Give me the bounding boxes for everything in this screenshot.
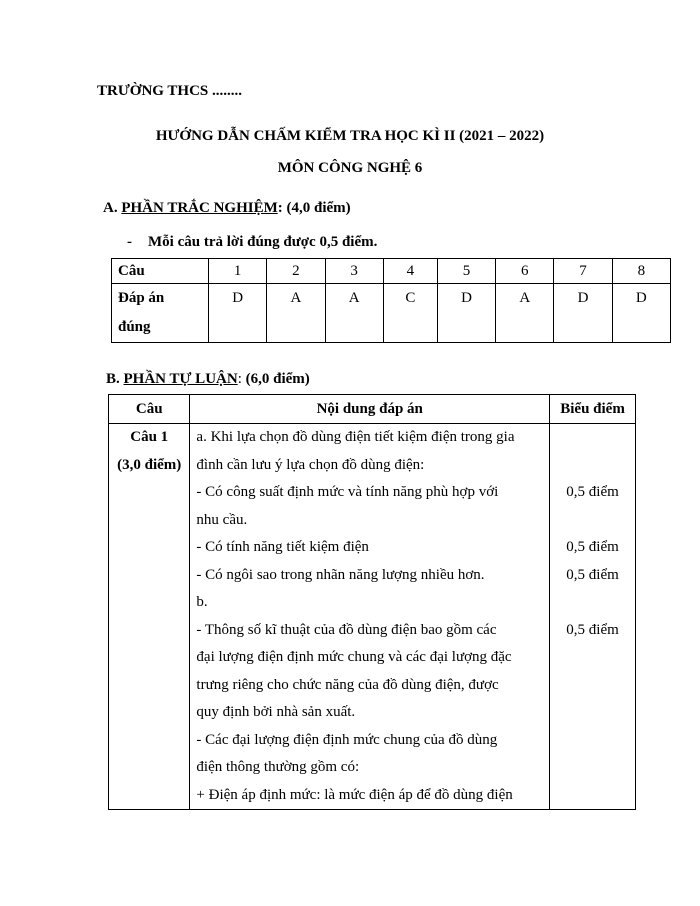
answer-value: A — [325, 284, 383, 343]
answer-table-row-answers — [112, 284, 671, 343]
score-line: 0,5 điểm — [566, 621, 619, 638]
answer-content-line: - Có ngôi sao trong nhãn năng lượng nhiều hơn. — [196, 566, 485, 583]
answer-content-line: - Có tính năng tiết kiệm điện — [196, 539, 369, 555]
question-number: 4 — [383, 259, 437, 284]
header-content: Nội dung đáp án — [190, 395, 550, 424]
answer-content-line: - Thông số kĩ thuật của đồ dùng điện bao gồm các — [196, 621, 497, 638]
section-b-heading — [106, 371, 310, 388]
bullet-text: Mỗi câu trả lời đúng được 0,5 điểm. — [148, 234, 378, 250]
answer-content-line: đình cần lưu ý lựa chọn đồ dùng điện: — [196, 456, 425, 473]
score-line: 0,5 điểm — [566, 566, 619, 583]
answer-content-line: trưng riêng cho chức năng của đồ dùng điện, được — [196, 676, 499, 693]
section-a-points: : (4,0 điểm) — [277, 200, 351, 216]
doc-subtitle: MÔN CÔNG NGHỆ 6 — [277, 160, 423, 176]
answer-content-line: điện thông thường gồm có: — [196, 759, 360, 775]
header-question: Câu — [109, 395, 190, 424]
score-line — [550, 589, 635, 617]
essay-row-question-1 — [109, 424, 636, 810]
answer-value: D — [209, 284, 267, 343]
answer-value: D — [437, 284, 495, 343]
score-line — [550, 424, 635, 452]
essay-table — [108, 394, 636, 810]
section-b-points: (6,0 điểm) — [241, 371, 310, 387]
score-line: 0,5 điểm — [566, 484, 619, 500]
scoring-note — [127, 234, 377, 251]
section-a-heading — [103, 200, 351, 217]
school-name: TRƯỜNG THCS ........ — [97, 83, 243, 99]
answer-content-line: nhu cầu. — [196, 511, 248, 528]
question-number: 7 — [554, 259, 612, 284]
essay-table-header — [109, 395, 636, 424]
section-a-title: PHẦN TRẮC NGHIỆM — [121, 200, 278, 216]
header-score: Biểu điểm — [550, 395, 636, 424]
answer-table-row-numbers — [112, 259, 671, 284]
score-line — [550, 644, 635, 672]
score-line — [550, 452, 635, 480]
answer-value: A — [496, 284, 554, 343]
doc-title: HƯỚNG DẪN CHẤM KIỂM TRA HỌC KÌ II (2021 – 2022) — [155, 128, 545, 144]
question-number: 5 — [437, 259, 495, 284]
score-line — [550, 507, 635, 535]
answer-content-line: - Có công suất định mức và tính năng phù hợp với — [196, 484, 499, 500]
section-b-colon: : — [237, 371, 242, 387]
question-label-cell: Câu — [112, 259, 209, 284]
question-number: 3 — [325, 259, 383, 284]
answer-value: D — [612, 284, 670, 343]
score-line — [550, 727, 635, 755]
answer-label-cell — [112, 284, 209, 343]
answer-value: A — [267, 284, 325, 343]
question-number: 8 — [612, 259, 670, 284]
section-b-prefix: B. — [106, 371, 124, 387]
answer-table — [111, 258, 671, 343]
answer-value: D — [554, 284, 612, 343]
question-cell — [109, 424, 190, 810]
question-points: (3,0 điểm) — [117, 456, 182, 473]
score-line — [550, 782, 635, 810]
question-number: 6 — [496, 259, 554, 284]
score-cell — [550, 424, 636, 810]
score-line — [550, 754, 635, 782]
answer-content-line: b. — [196, 594, 208, 610]
score-line — [550, 699, 635, 727]
section-b-title: PHẦN TỰ LUẬN — [123, 371, 238, 387]
question-label: Câu 1 — [130, 429, 169, 445]
score-line — [550, 672, 635, 700]
answer-content-cell — [190, 424, 550, 810]
answer-label-line2: đúng — [118, 319, 151, 335]
answer-content-line: đại lượng điện định mức chung và các đại lượng đặc — [196, 649, 512, 665]
question-number: 1 — [209, 259, 267, 284]
answer-content-line: + Điện áp định mức: là mức điện áp để đồ dùng điện — [196, 786, 513, 803]
answer-label-line1: Đáp án — [118, 290, 165, 306]
score-line: 0,5 điểm — [566, 539, 619, 555]
answer-content-line: - Các đại lượng điện định mức chung của đồ dùng — [196, 731, 498, 748]
answer-content-line: quy định bởi nhà sản xuất. — [196, 704, 356, 720]
answer-value: C — [383, 284, 437, 343]
bullet-dash: - — [127, 234, 132, 250]
section-a-prefix: A. — [103, 200, 122, 216]
answer-content-line: a. Khi lựa chọn đồ dùng điện tiết kiệm điện trong gia — [196, 429, 515, 445]
question-number: 2 — [267, 259, 325, 284]
